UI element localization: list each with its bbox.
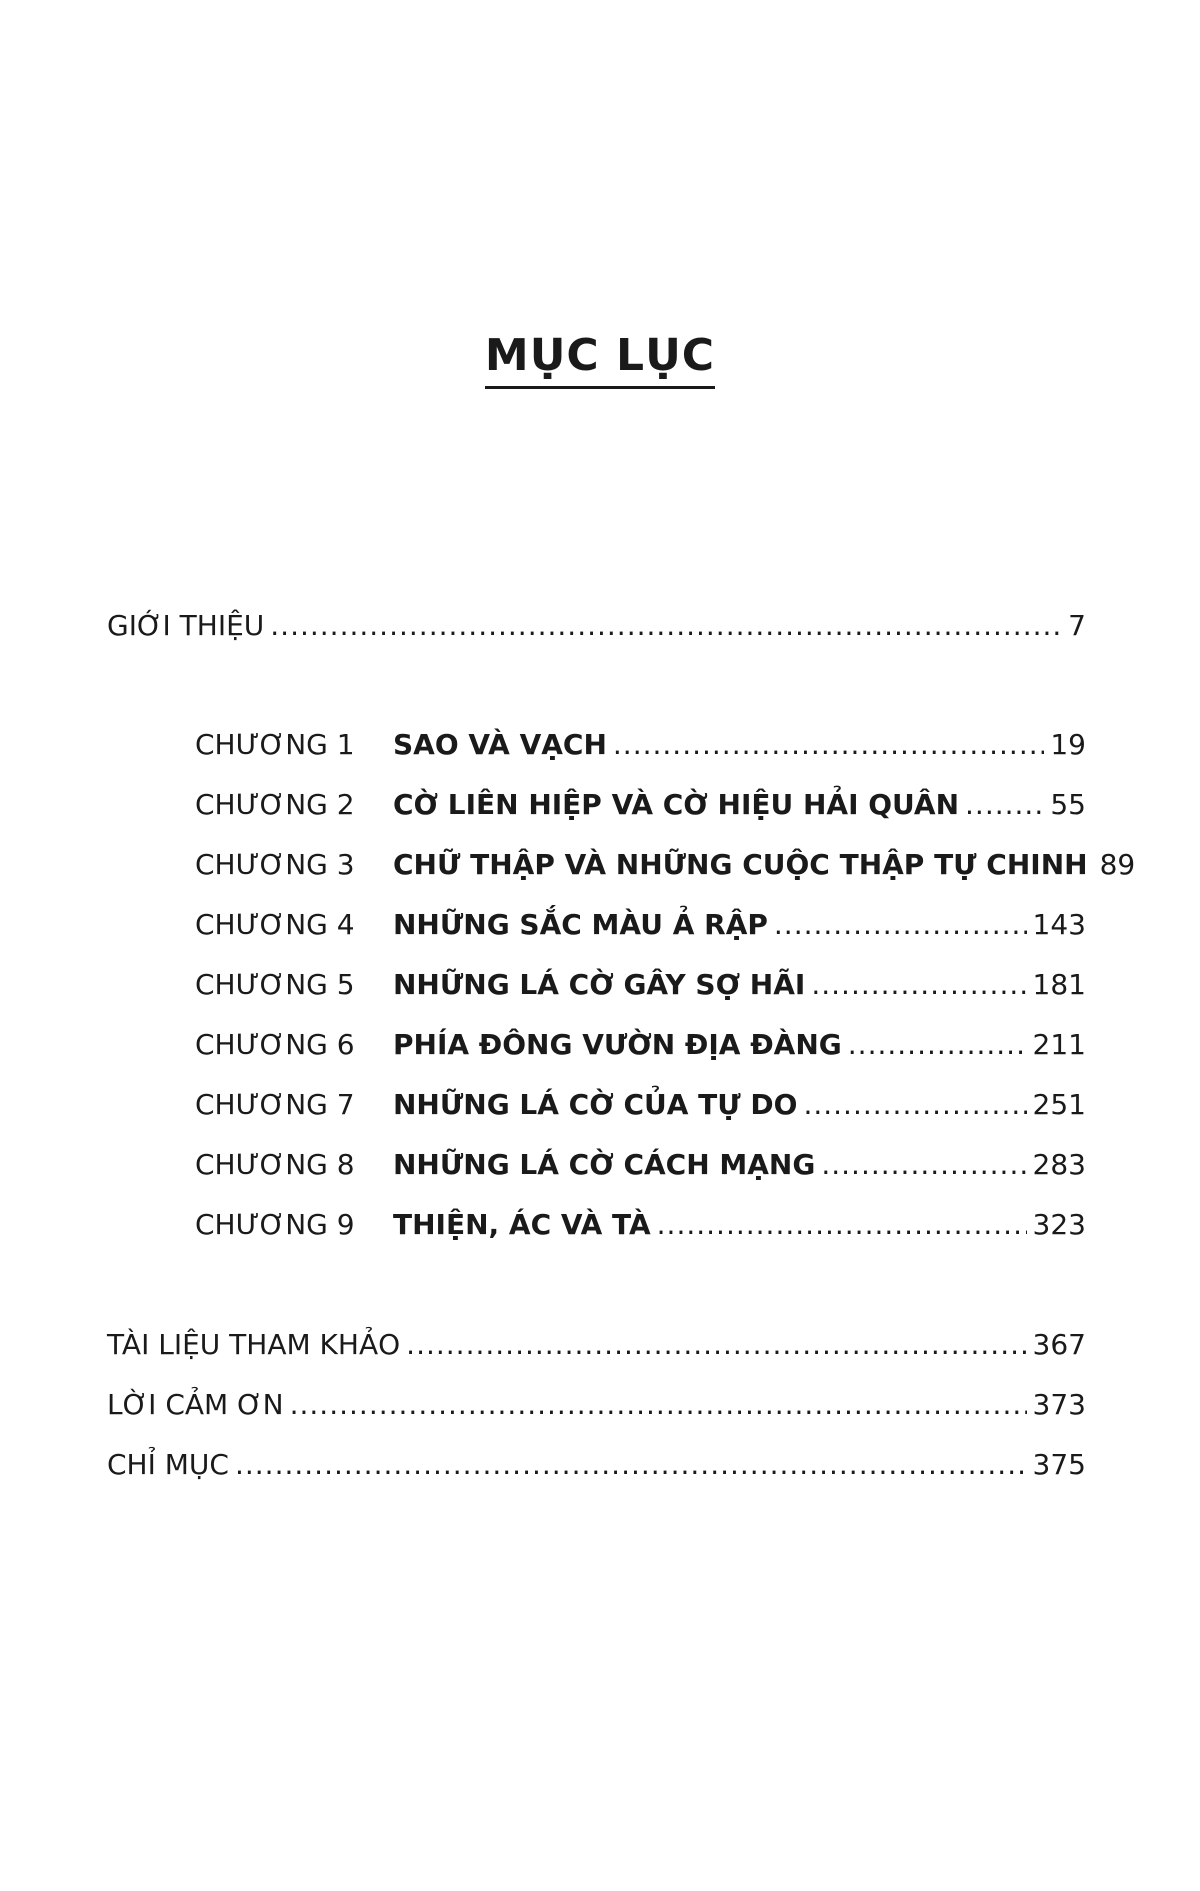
toc-entry-label: LỜI CẢM ƠN <box>107 1388 284 1421</box>
toc-entry-label: TÀI LIỆU THAM KHẢO <box>107 1328 401 1361</box>
toc-entry-index <box>107 1447 1086 1483</box>
chapter-title: NHỮNG SẮC MÀU Ả RẬP <box>393 908 768 941</box>
toc-entry-label: GIỚI THIỆU <box>107 609 265 642</box>
chapter-number: CHƯƠNG 5 <box>195 968 355 1001</box>
chapter-title: NHỮNG LÁ CỜ CỦA TỰ DO <box>393 1088 798 1121</box>
chapter-page: 19 <box>1050 728 1086 761</box>
dot-leader <box>613 727 1044 763</box>
dot-leader <box>965 787 1044 823</box>
chapter-page: 323 <box>1032 1208 1086 1241</box>
chapter-number: CHƯƠNG 8 <box>195 1148 355 1181</box>
dot-leader <box>290 1387 1027 1423</box>
toc-entry-chapter-3 <box>195 847 1136 883</box>
toc-entry-page: 367 <box>1032 1328 1086 1361</box>
chapter-title: SAO VÀ VẠCH <box>393 728 607 761</box>
toc-entry-acknowledgements <box>107 1387 1086 1423</box>
chapter-page: 89 <box>1099 848 1136 881</box>
chapter-title: PHÍA ĐÔNG VƯỜN ĐỊA ĐÀNG <box>393 1028 842 1061</box>
toc-entry-page: 375 <box>1032 1448 1086 1481</box>
chapter-title: THIỆN, ÁC VÀ TÀ <box>393 1208 651 1241</box>
chapter-page: 251 <box>1032 1088 1086 1121</box>
chapter-number: CHƯƠNG 3 <box>195 848 355 881</box>
dot-leader <box>406 1327 1026 1363</box>
dot-leader <box>235 1447 1027 1483</box>
toc-entry-chapter-8 <box>195 1147 1086 1183</box>
dot-leader <box>774 907 1027 943</box>
toc-entry-page: 373 <box>1032 1388 1086 1421</box>
chapter-page: 211 <box>1032 1028 1086 1061</box>
chapter-page: 283 <box>1032 1148 1086 1181</box>
chapter-number: CHƯƠNG 6 <box>195 1028 355 1061</box>
toc-entry-chapter-4 <box>195 907 1086 943</box>
chapter-title: CỜ LIÊN HIỆP VÀ CỜ HIỆU HẢI QUÂN <box>393 788 960 821</box>
toc-entry-chapter-1 <box>195 727 1086 763</box>
chapter-title: NHỮNG LÁ CỜ CÁCH MẠNG <box>393 1148 816 1181</box>
toc-entry-chapter-6 <box>195 1027 1086 1063</box>
toc-entry-chapter-9 <box>195 1207 1086 1243</box>
toc-entry-chapter-7 <box>195 1087 1086 1123</box>
chapter-page: 143 <box>1032 908 1086 941</box>
toc-entry-page: 7 <box>1068 609 1086 642</box>
toc-entry-chapter-2 <box>195 787 1086 823</box>
chapter-number: CHƯƠNG 1 <box>195 728 355 761</box>
toc-entry-chapter-5 <box>195 967 1086 1003</box>
page-title-text: MỤC LỤC <box>485 328 715 389</box>
chapter-number: CHƯƠNG 7 <box>195 1088 355 1121</box>
dot-leader <box>270 608 1062 644</box>
page-title <box>0 328 1200 389</box>
dot-leader <box>848 1027 1027 1063</box>
toc-entry-intro <box>107 608 1086 644</box>
chapter-title: CHỮ THẬP VÀ NHỮNG CUỘC THẬP TỰ CHINH <box>393 848 1088 881</box>
toc-entry-label: CHỈ MỤC <box>107 1448 229 1481</box>
dot-leader <box>821 1147 1026 1183</box>
toc-entry-references <box>107 1327 1086 1363</box>
chapter-title: NHỮNG LÁ CỜ GÂY SỢ HÃI <box>393 968 806 1001</box>
chapter-number: CHƯƠNG 4 <box>195 908 355 941</box>
chapter-number: CHƯƠNG 2 <box>195 788 355 821</box>
dot-leader <box>803 1087 1026 1123</box>
chapter-page: 181 <box>1032 968 1086 1001</box>
chapter-number: CHƯƠNG 9 <box>195 1208 355 1241</box>
dot-leader <box>657 1207 1027 1243</box>
chapter-page: 55 <box>1050 788 1086 821</box>
dot-leader <box>811 967 1026 1003</box>
